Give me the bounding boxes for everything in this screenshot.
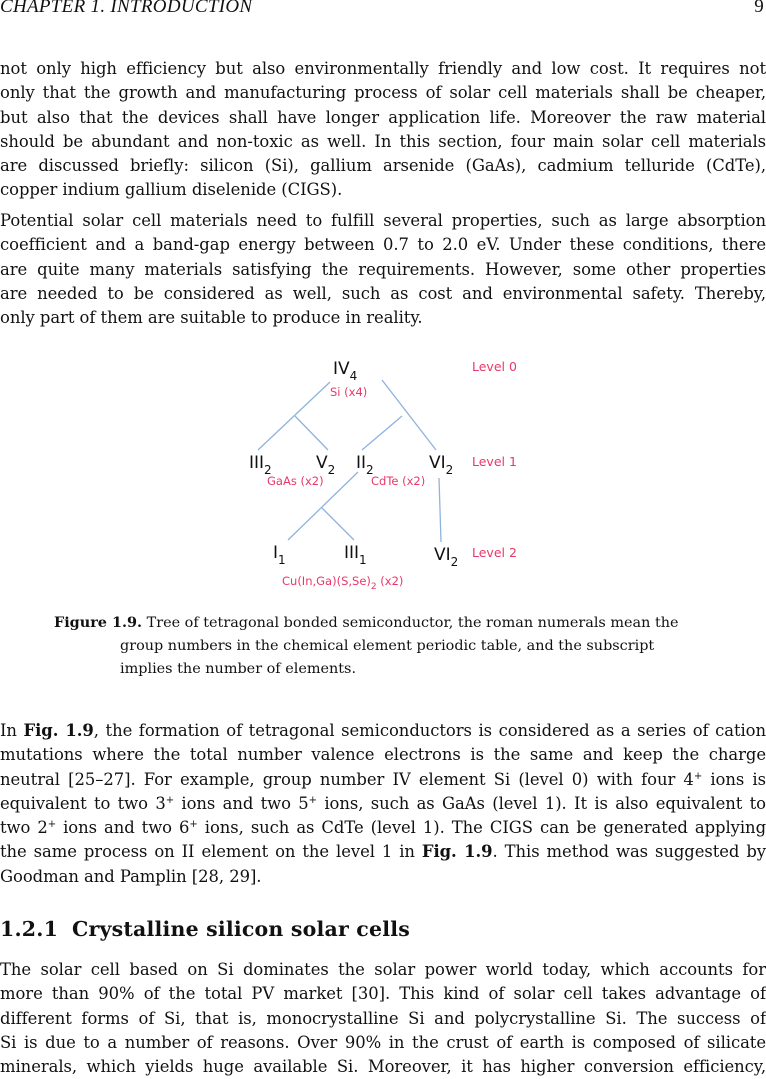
- tree-diagram: [240, 350, 540, 600]
- caption-line: Figure 1.9. Tree of tetragonal bonded semiconductor, the roman numerals mean the: [54, 614, 679, 631]
- label-cigs: $Cu(In,Ga)(S,Se)_2$ (x2): [282, 574, 404, 592]
- edge-iv4-vi2: [382, 380, 436, 450]
- section-number: 1.2.1: [0, 917, 59, 941]
- text-line: should be abundant and non-toxic as well. In this section, four main solar cell materials: [0, 131, 766, 151]
- text-line: but also that the devices shall have longer application life. Moreover the raw material: [0, 107, 766, 127]
- node-iv4: $IV_4$: [333, 359, 358, 383]
- text-line: minerals, which yields huge available Si. Moreover, it has higher conversion efficiency,: [0, 1057, 766, 1077]
- text-line: only part of them are suitable to produce in reality.: [0, 308, 423, 328]
- caption-line: group numbers in the chemical element periodic table, and the subscript: [120, 638, 655, 654]
- text-line: Si is due to a number of reasons. Over 90% in the crust of earth is composed of silicate: [0, 1032, 766, 1052]
- node-vi2-level1: $VI_2$: [429, 453, 454, 477]
- text-line: are needed to be considered as well, such as cost and environmental safety. Thereby,: [0, 283, 766, 303]
- edge-vi2-vi2: [439, 478, 441, 542]
- text-line: two 2+ ions and two 6+ ions, such as CdTe (level 1). The CIGS can be generated applying: [0, 818, 766, 838]
- text-line: more than 90% of the total PV market [30]. This kind of solar cell takes advantage of: [0, 984, 766, 1004]
- edge-iv4-iii2: [258, 382, 330, 450]
- section-title: Crystalline silicon solar cells: [72, 917, 410, 941]
- semiconductor-tree-figure: [240, 350, 540, 600]
- text-line: In Fig. 1.9, the formation of tetragonal semiconductors is considered as a series of cation: [0, 721, 766, 740]
- text-line: copper indium gallium diselenide (CIGS).: [0, 180, 343, 200]
- text-line: the same process on II element on the level 1 in Fig. 1.9. This method was suggested by: [0, 842, 766, 862]
- figure-reference[interactable]: Fig. 1.9: [23, 721, 94, 740]
- running-header: [0, 0, 766, 20]
- paragraph-crystalline-silicon: [0, 958, 766, 1079]
- level-2-label: Level 2: [472, 545, 517, 560]
- node-ii2: $II_2$: [356, 453, 374, 477]
- text-line: Goodman and Pamplin [28, 29].: [0, 866, 262, 886]
- paragraph-materials-intro: [0, 57, 766, 203]
- label-cdte: CdTe (x2): [371, 474, 426, 488]
- edge-iii2-v2-branch: [295, 416, 328, 450]
- text-line: equivalent to two 3+ ions and two 5+ ions, such as GaAs (level 1). It is also equivalent to: [0, 793, 766, 813]
- level-0-label: Level 0: [472, 359, 517, 374]
- text-line: mutations where the total number valence electrons is the same and keep the charge: [0, 745, 766, 765]
- node-iii1: $III_1$: [344, 543, 367, 567]
- edge-i1-iii1-branch: [322, 508, 354, 540]
- node-vi2-level2: $VI_2$: [434, 545, 459, 569]
- figure-caption: [54, 611, 716, 681]
- node-v2: $V_2$: [316, 453, 336, 477]
- text-line: coefficient and a band-gap energy between 0.7 to 2.0 eV. Under these conditions, there: [0, 235, 766, 255]
- node-iii2: $III_2$: [249, 453, 272, 477]
- paragraph-material-properties: [0, 209, 766, 330]
- caption-line: implies the number of elements.: [120, 661, 357, 677]
- figure-reference[interactable]: Fig. 1.9: [421, 842, 493, 862]
- caption-label: Figure 1.9.: [54, 614, 143, 631]
- node-i1: $I_1$: [273, 543, 286, 567]
- text-line: The solar cell based on Si dominates the solar power world today, which accounts for: [0, 960, 766, 979]
- edge-vi2-ii2-branch: [362, 416, 402, 450]
- text-line: are discussed briefly: silicon (Si), gallium arsenide (GaAs), cadmium telluride (CdTe),: [0, 156, 766, 176]
- text-line: Potential solar cell materials need to fulfill several properties, such as large absorption: [0, 211, 766, 230]
- text-line: different forms of Si, that is, monocrystalline Si and polycrystalline Si. The success of: [0, 1008, 766, 1028]
- text-line: not only high efficiency but also environmentally friendly and low cost. It requires not: [0, 59, 766, 78]
- section-heading: [0, 917, 410, 941]
- page-number: 9: [754, 0, 764, 17]
- text-line: only that the growth and manufacturing process of solar cell materials shall be cheaper,: [0, 83, 766, 103]
- chapter-title: CHAPTER 1. INTRODUCTION: [0, 0, 253, 17]
- label-gaas: GaAs (x2): [267, 474, 324, 488]
- label-si: Si (x4): [330, 385, 368, 399]
- paragraph-cation-mutation: [0, 719, 766, 889]
- text-line: neutral [25–27]. For example, group number IV element Si (level 0) with four 4+ ions is: [0, 769, 766, 789]
- level-1-label: Level 1: [472, 454, 517, 469]
- text-line: are quite many materials satisfying the requirements. However, some other properties: [0, 259, 766, 279]
